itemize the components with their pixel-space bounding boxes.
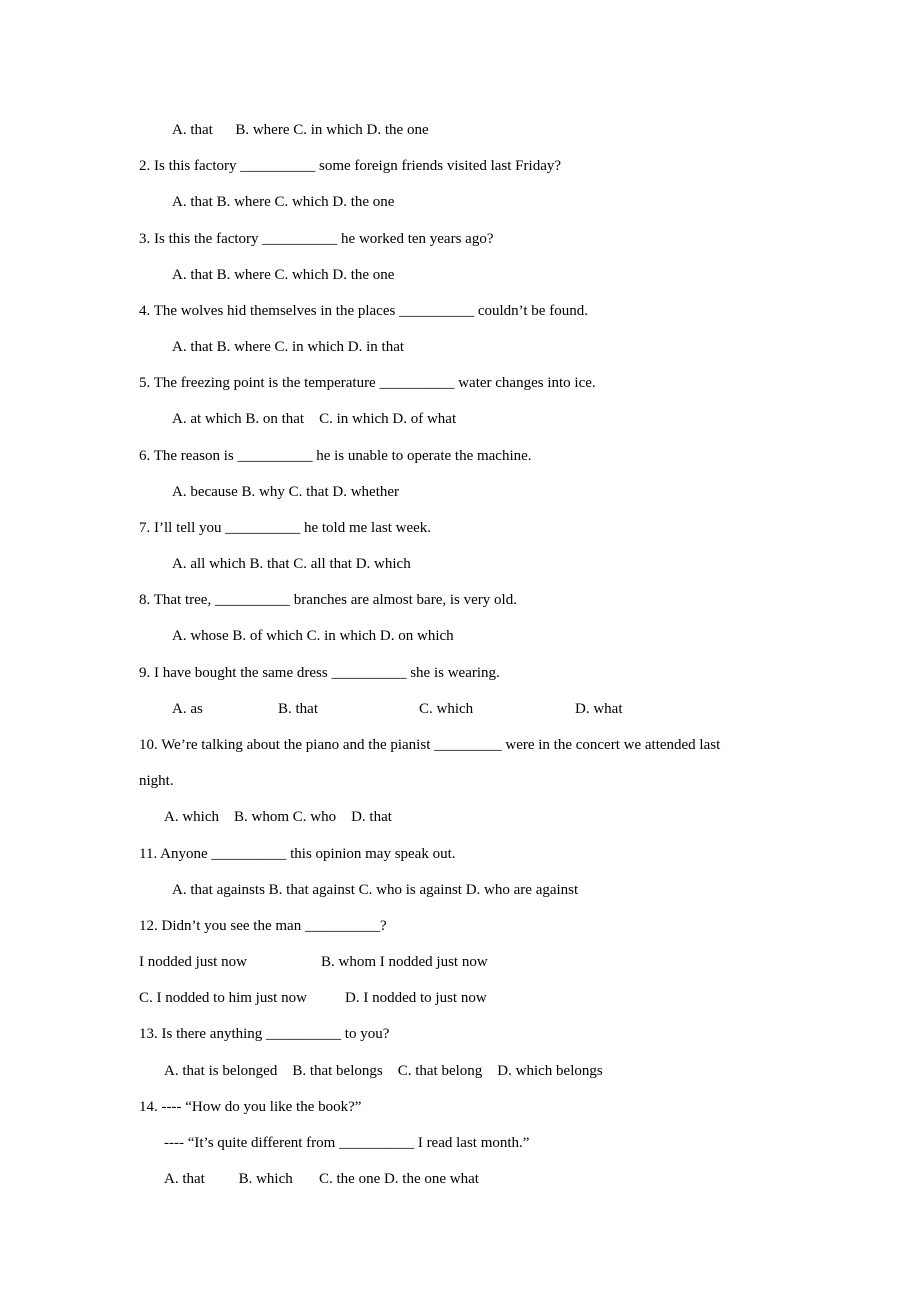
q4-options: A. that B. where C. in which D. in that (172, 339, 405, 355)
q10-question-line1: 10. We’re talking about the piano and the pianist _________ were in the concert we attended last (139, 737, 721, 753)
q3-question: 3. Is this the factory __________ he worked ten years ago? (139, 231, 494, 247)
q12-option-a: I nodded just now (139, 954, 247, 970)
q5-options: A. at which B. on that C. in which D. of what (172, 411, 457, 427)
q11-options: A. that againsts B. that against C. who is against D. who are against (172, 882, 579, 898)
q4-question: 4. The wolves hid themselves in the places __________ couldn’t be found. (139, 303, 588, 319)
q12-option-d: D. I nodded to just now (345, 990, 487, 1006)
q13-question: 13. Is there anything __________ to you? (139, 1026, 390, 1042)
q9-option-c: C. which (419, 701, 474, 717)
q9-option-d: D. what (575, 701, 623, 717)
q8-question: 8. That tree, __________ branches are almost bare, is very old. (139, 592, 517, 608)
q6-options: A. because B. why C. that D. whether (172, 484, 400, 500)
q9-option-a: A. as (172, 701, 203, 717)
q5-question: 5. The freezing point is the temperature __________ water changes into ice. (139, 375, 596, 391)
q6-question: 6. The reason is __________ he is unable to operate the machine. (139, 448, 532, 464)
q14-question: 14. ---- “How do you like the book?” (139, 1099, 362, 1115)
q9-question: 9. I have bought the same dress __________ she is wearing. (139, 665, 500, 681)
q1-options: A. that B. where C. in which D. the one (172, 122, 429, 138)
q13-options: A. that is belonged B. that belongs C. that belong D. which belongs (164, 1063, 603, 1079)
q14-reply: ---- “It’s quite different from __________ I read last month.” (164, 1135, 530, 1151)
q8-options: A. whose B. of which C. in which D. on which (172, 628, 454, 644)
q12-question: 12. Didn’t you see the man __________? (139, 918, 387, 934)
q2-question: 2. Is this factory __________ some foreign friends visited last Friday? (139, 158, 562, 174)
q12-option-b: B. whom I nodded just now (321, 954, 488, 970)
q2-options: A. that B. where C. which D. the one (172, 194, 395, 210)
q7-options: A. all which B. that C. all that D. which (172, 556, 411, 572)
q9-option-b: B. that (278, 701, 318, 717)
q10-question-line2: night. (139, 773, 174, 789)
q10-options: A. which B. whom C. who D. that (164, 809, 392, 825)
q7-question: 7. I’ll tell you __________ he told me last week. (139, 520, 432, 536)
q12-option-c: C. I nodded to him just now (139, 990, 307, 1006)
q14-options: A. that B. which C. the one D. the one what (164, 1171, 479, 1187)
q11-question: 11. Anyone __________ this opinion may speak out. (139, 846, 456, 862)
q3-options: A. that B. where C. which D. the one (172, 267, 395, 283)
